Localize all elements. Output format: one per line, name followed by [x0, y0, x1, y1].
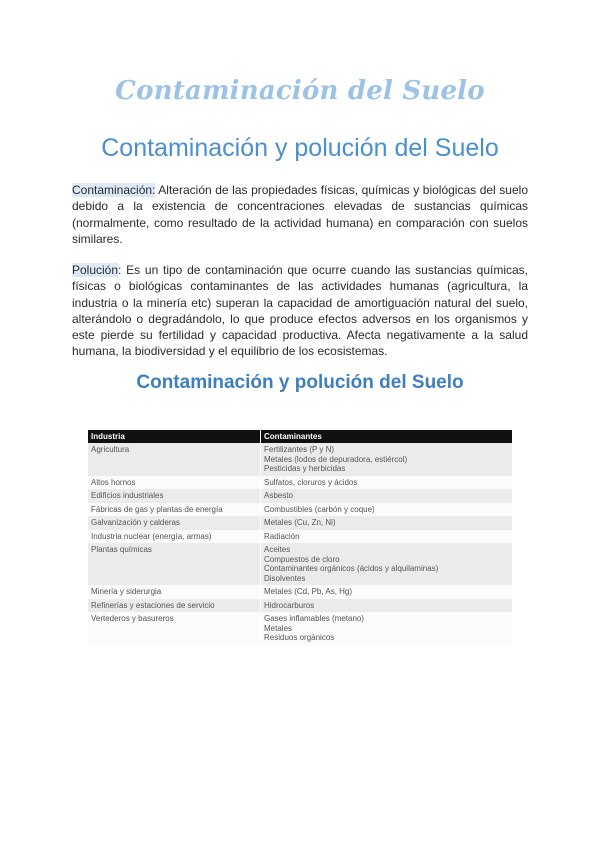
table-row: [88, 612, 513, 645]
pollutant-item: Hidrocarburos: [264, 600, 315, 610]
paragraph-contaminacion: [72, 182, 528, 247]
pollutant-item: Aceites: [264, 545, 291, 554]
table-row: [88, 503, 513, 517]
industry-cell: Refinerías y estaciones de servicio: [88, 599, 261, 613]
pollutant-item: Contaminantes orgánicos (ácidos y alquilaminas): [264, 564, 439, 573]
table-row: [88, 516, 513, 530]
pollutant-item: Metales (lodos de depuradora, estiércol): [264, 454, 408, 464]
table-row: [88, 543, 513, 585]
industry-cell: Altos hornos: [88, 476, 261, 490]
pollutants-cell: [261, 489, 513, 503]
main-heading: Contaminación y polución del Suelo: [101, 134, 499, 162]
industry-cell: Vertederos y basureros: [88, 612, 261, 645]
pollutant-item: Metales (Cd, Pb, As, Hg): [264, 587, 353, 596]
pollutant-item: Sulfatos, cloruros y ácidos: [264, 477, 358, 487]
industry-cell: Plantas químicas: [88, 543, 261, 585]
industry-cell: Minería y siderurgia: [88, 585, 261, 599]
definition-polucion: : Es un tipo de contaminación que ocurre cuando las sustancias químicas, físicas o biológicas contaminantes de las actividades humanas (agricultura, la industria o la minería etc) superan la capacidad de amortiguación natural del suelo, alterándolo o degradándolo, lo que produce efectos adversos en los organismos y este pierde su fertilidad y capacidad productiva. Afecta negativamente a la salud humana, la biodiversidad y el equilibrio de los ecosistemas.: [72, 263, 528, 359]
table-row: [88, 443, 513, 476]
pollutant-item: Combustibles (carbón y coque): [264, 504, 375, 514]
pollutants-cell: [261, 503, 513, 517]
pollutants-cell: [261, 599, 513, 613]
pollutant-item: Compuestos de cloro: [264, 554, 340, 564]
pollutant-item: Pesticidas y herbicidas: [264, 464, 346, 473]
pollutants-cell: [261, 516, 513, 530]
pollutants-cell: [261, 543, 513, 585]
term-contaminacion: Contaminación:: [72, 183, 156, 197]
industry-cell: Agricultura: [88, 443, 261, 476]
term-polucion: Polución: [72, 263, 119, 277]
industry-cell: Galvanización y calderas: [88, 516, 261, 530]
pollutants-cell: [261, 530, 513, 544]
pollutant-item: Asbesto: [264, 491, 293, 500]
pollutant-item: Metales (Cu, Zn, Ni): [264, 518, 336, 527]
industry-cell: Fábricas de gas y plantas de energía: [88, 503, 261, 517]
table-header-row: [88, 430, 513, 443]
industry-cell: Industria nuclear (energía, armas): [88, 530, 261, 544]
pollutants-cell: [261, 476, 513, 490]
pollutants-table: [88, 430, 513, 645]
table-row: [88, 585, 513, 599]
pollutant-item: Disolventes: [264, 573, 306, 583]
pollutant-item: Gases inflamables (metano): [264, 614, 365, 623]
pollutant-item: Metales: [264, 623, 293, 633]
section-heading: Contaminación y polución del Suelo: [136, 372, 464, 393]
column-header-industria: Industria: [88, 430, 261, 443]
table-row: [88, 530, 513, 544]
table-row: [88, 599, 513, 613]
pollutant-item: Residuos orgánicos: [264, 633, 335, 642]
definition-contaminacion: Alteración de las propiedades físicas, químicas y biológicas del suelo debido a la existencia de concentraciones elevadas de sustancias químicas (normalmente, como resultado de la actividad humana) en comparación con suelos similares.: [72, 183, 528, 246]
pollutants-cell: [261, 612, 513, 645]
table-row: [88, 476, 513, 490]
industry-cell: Edificios industriales: [88, 489, 261, 503]
paragraph-polucion: [72, 262, 528, 360]
table-row: [88, 489, 513, 503]
pollutants-cell: [261, 443, 513, 476]
document-title: Contaminación del Suelo: [115, 76, 485, 106]
column-header-contaminantes: Contaminantes: [261, 430, 513, 443]
pollutant-item: Radiación: [264, 531, 300, 541]
pollutants-cell: [261, 585, 513, 599]
pollutant-item: Fertilizantes (P y N): [264, 445, 335, 454]
